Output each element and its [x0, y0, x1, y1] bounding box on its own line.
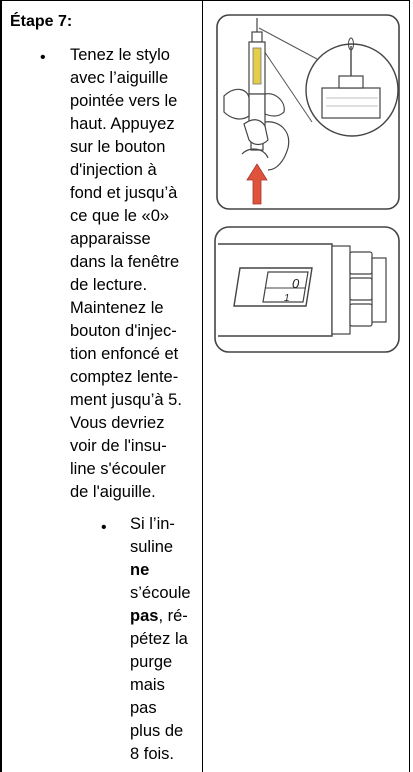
sub-instruction-line: Si l’in- [130, 515, 175, 533]
instruction-line: avec l’aiguille [70, 69, 169, 87]
step-title: Étape 7: [10, 13, 73, 30]
dose-digit-zero: 0 [292, 276, 300, 291]
sub-instruction-line: purge [130, 653, 173, 671]
table-right-border [409, 0, 410, 772]
pen-priming-illustration [216, 14, 400, 210]
instruction-line: d'injection à [70, 161, 157, 179]
sub-instruction-line: pas, ré- [130, 607, 188, 625]
sub-instruction-line: plus de [130, 722, 184, 740]
bullet-glyph: • [40, 49, 46, 66]
instruction-line: dans la fenêtre [70, 253, 180, 271]
table-left-border [0, 0, 2, 772]
sub-bullet-glyph: • [101, 519, 107, 536]
instruction-line: ce que le «0» [70, 207, 170, 225]
table-top-border [0, 0, 410, 1]
instruction-line: apparaisse [70, 230, 151, 248]
instruction-line: pointée vers le [70, 92, 178, 110]
instruction-line: Tenez le stylo [70, 46, 170, 64]
instruction-line: de l'aiguille. [70, 483, 156, 501]
instruction-line: de lecture. [70, 276, 148, 294]
instruction-line: Vous devriez [70, 414, 165, 432]
sub-instruction-line: ne [130, 561, 150, 579]
dose-window-illustration [214, 226, 400, 353]
instruction-line: Maintenez le [70, 299, 164, 317]
sub-instruction-line: s’écoule [130, 584, 191, 602]
instruction-line: ment jusqu’à 5. [70, 391, 182, 409]
instruction-line: sur le bouton [70, 138, 166, 156]
sub-instruction-line: 8 fois. [130, 745, 175, 763]
instruction-line: haut. Appuyez [70, 115, 175, 133]
dose-digit-one: 1 [284, 293, 290, 304]
instruction-line: voir de l'insu- [70, 437, 167, 455]
instruction-line: comptez lente- [70, 368, 179, 386]
sub-instruction-line: mais [130, 676, 165, 694]
instruction-line: line s'écouler [70, 460, 166, 478]
sub-instruction-line: suline [130, 538, 174, 556]
sub-instruction-line: pétez la [130, 630, 188, 648]
sub-instruction-line: pas [130, 699, 157, 717]
instruction-line: bouton d'injec- [70, 322, 177, 340]
instruction-line: fond et jusqu’à [70, 184, 178, 202]
instruction-line: tion enfoncé et [70, 345, 179, 363]
sub-instruction [130, 513, 204, 766]
main-instruction [70, 44, 198, 504]
